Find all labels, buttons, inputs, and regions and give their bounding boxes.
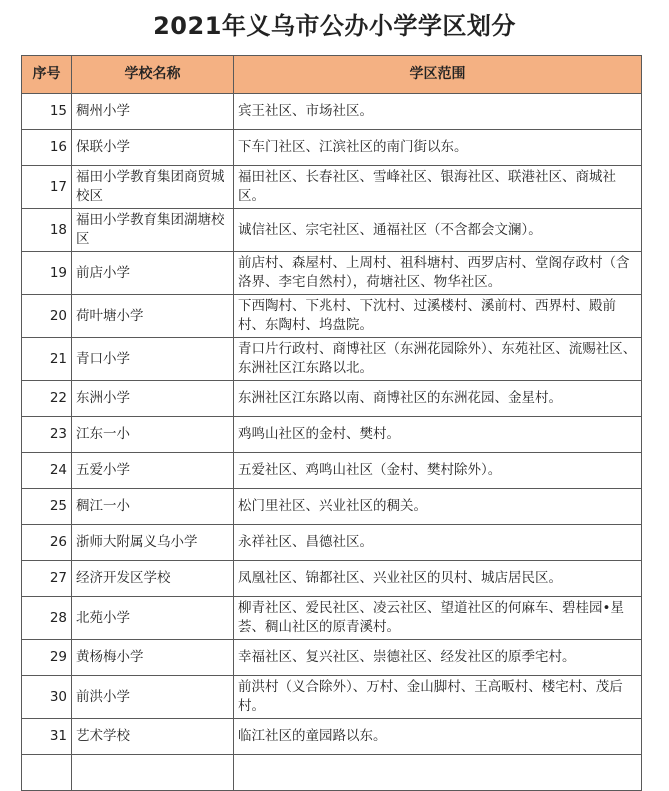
table-row [22, 597, 642, 640]
table-row [22, 561, 642, 597]
row-index: 16 [22, 130, 72, 166]
row-school-name: 浙师大附属义乌小学 [72, 525, 234, 561]
row-index: 23 [22, 417, 72, 453]
row-district-scope: 诚信社区、宗宅社区、通福社区（不含都会文澜）。 [234, 209, 642, 252]
row-index: 29 [22, 640, 72, 676]
row-index: 24 [22, 453, 72, 489]
row-school-name: 福田小学教育集团商贸城校区 [72, 166, 234, 209]
row-school-name: 经济开发区学校 [72, 561, 234, 597]
table-row [22, 755, 642, 791]
row-index: 30 [22, 676, 72, 719]
row-index: 28 [22, 597, 72, 640]
row-index: 31 [22, 719, 72, 755]
row-school-name: 稠江一小 [72, 489, 234, 525]
table-row [22, 453, 642, 489]
header-school-name: 学校名称 [72, 56, 234, 94]
row-school-name: 福田小学教育集团湖塘校区 [72, 209, 234, 252]
row-index: 26 [22, 525, 72, 561]
district-table [21, 55, 642, 791]
row-district-scope: 青口片行政村、商博社区（东洲花园除外）、东苑社区、流赐社区、东洲社区江东路以北。 [234, 338, 642, 381]
row-school-name: 前店小学 [72, 252, 234, 295]
table-body [22, 94, 642, 791]
row-index: 21 [22, 338, 72, 381]
row-school-name: 青口小学 [72, 338, 234, 381]
header-index: 序号 [22, 56, 72, 94]
page-title: 2021年义乌市公办小学学区划分 [153, 12, 516, 40]
row-district-scope: 临江社区的童园路以东。 [234, 719, 642, 755]
row-district-scope: 下西陶村、下兆村、下沈村、过溪楼村、溪前村、西界村、殿前村、东陶村、坞盘院。 [234, 295, 642, 338]
row-district-scope: 下车门社区、江滨社区的南门街以东。 [234, 130, 642, 166]
row-school-name: 前洪小学 [72, 676, 234, 719]
table-row [22, 252, 642, 295]
row-index: 18 [22, 209, 72, 252]
row-district-scope: 凤凰社区、锦都社区、兴业社区的贝村、城店居民区。 [234, 561, 642, 597]
row-district-scope: 永祥社区、昌德社区。 [234, 525, 642, 561]
row-district-scope: 松门里社区、兴业社区的稠关。 [234, 489, 642, 525]
row-district-scope [234, 755, 642, 791]
row-school-name: 江东一小 [72, 417, 234, 453]
table-row [22, 417, 642, 453]
row-index [22, 755, 72, 791]
row-district-scope: 福田社区、长春社区、雪峰社区、银海社区、联港社区、商城社区。 [234, 166, 642, 209]
table-row [22, 209, 642, 252]
row-district-scope: 柳青社区、爱民社区、凌云社区、望道社区的何麻车、碧桂园•星荟、稠山社区的原青溪村。 [234, 597, 642, 640]
table-row [22, 489, 642, 525]
row-index: 15 [22, 94, 72, 130]
row-school-name: 保联小学 [72, 130, 234, 166]
row-school-name: 五爱小学 [72, 453, 234, 489]
row-school-name: 黄杨梅小学 [72, 640, 234, 676]
row-index: 22 [22, 381, 72, 417]
row-school-name: 北苑小学 [72, 597, 234, 640]
row-index: 17 [22, 166, 72, 209]
table-row [22, 166, 642, 209]
row-district-scope: 幸福社区、复兴社区、崇德社区、经发社区的原季宅村。 [234, 640, 642, 676]
row-school-name: 荷叶塘小学 [72, 295, 234, 338]
row-index: 25 [22, 489, 72, 525]
table-row [22, 94, 642, 130]
table-row [22, 338, 642, 381]
row-district-scope: 东洲社区江东路以南、商博社区的东洲花园、金星村。 [234, 381, 642, 417]
row-school-name: 艺术学校 [72, 719, 234, 755]
row-school-name: 东洲小学 [72, 381, 234, 417]
table-row [22, 676, 642, 719]
row-district-scope: 宾王社区、市场社区。 [234, 94, 642, 130]
table-row [22, 719, 642, 755]
row-school-name [72, 755, 234, 791]
row-district-scope: 前店村、森屋村、上周村、祖科塘村、西罗店村、堂阁存政村（含洛界、李宅自然村），荷塘社区、物华社区。 [234, 252, 642, 295]
table-row [22, 640, 642, 676]
header-district-scope: 学区范围 [234, 56, 642, 94]
row-district-scope: 鸡鸣山社区的金村、樊村。 [234, 417, 642, 453]
row-school-name: 稠州小学 [72, 94, 234, 130]
table-row [22, 381, 642, 417]
row-index: 27 [22, 561, 72, 597]
row-index: 20 [22, 295, 72, 338]
row-index: 19 [22, 252, 72, 295]
table-row [22, 295, 642, 338]
table-row [22, 130, 642, 166]
row-district-scope: 五爱社区、鸡鸣山社区（金村、樊村除外）。 [234, 453, 642, 489]
table-row [22, 525, 642, 561]
table-header-row [22, 56, 642, 94]
row-district-scope: 前洪村（义合除外）、万村、金山脚村、王高畈村、楼宅村、茂后村。 [234, 676, 642, 719]
